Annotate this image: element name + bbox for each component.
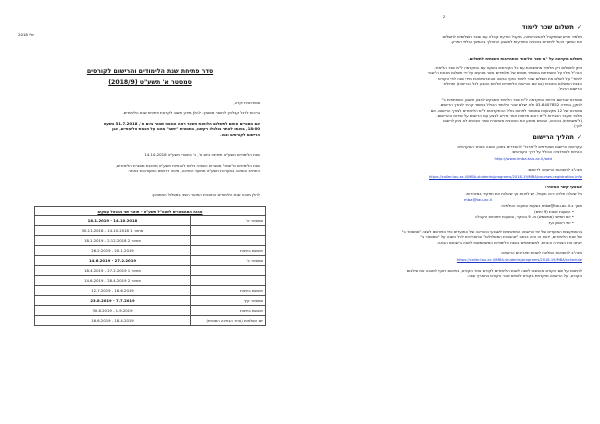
row-label: יום השלמות (אחר הבחינה הסופית) <box>191 316 266 326</box>
contact-title: אמצעי קשר המזכיר: <box>544 184 582 189</box>
table-row <box>35 226 266 236</box>
opening-date: שנת הלימודים תשע"ט תיפתח ביום א', כ' בתשרי תשע"ט 14.10.2018 <box>144 152 260 157</box>
tuition-paragraph-line: לכך) <box>574 123 582 129</box>
document-title: סדר פתיחת שנת הלימודים והרישום לקורסים <box>86 68 214 75</box>
row-label: חופשת בחינות <box>191 286 266 296</box>
row-value: 20.1.2019 - 26.2.2019 <box>35 246 191 256</box>
list-item: • ימי ראשון ועד <box>548 219 574 225</box>
checkmark-icon: ✓ <box>576 24 582 31</box>
tuition-paragraph <box>306 65 582 91</box>
registration-intro <box>306 144 582 155</box>
hours-line: מסך ב-mba@tau.ac.il בשעות המענה הטלפוני: <box>500 203 582 208</box>
tuition-paragraph-line: (ל'משמחת) בהנחה, הבסיס ממנע את התוכנית מאושרת שחר הציונים לא ניתן לרשום <box>443 118 582 124</box>
row-value: 18.4.2019 - 16.6.2019 <box>35 316 191 326</box>
payment-line: הרישום לקורסים ונטו. <box>220 131 260 137</box>
semester-note <box>306 229 582 245</box>
table-row <box>35 286 266 296</box>
registration-line: עקרונות הרישום מצטרפים ל"מרכז" להסדרים בתוכן השנה באתר האקדמיה: <box>456 144 582 149</box>
greeting: סטודנטית יקרה, <box>233 100 260 105</box>
registration-info-link[interactable]: https://coller.tau.ac.il/MBA-students/programs/2018-19/MBA/courses-registration-info <box>428 175 582 179</box>
list-item: • השעות ישנות (9 ימים) <box>534 209 574 214</box>
list-item-text: יום חמישי (ממשמש) מ- 9 בבוקר, ובשעות פתוחות הקבלה <box>474 214 571 220</box>
table-row <box>35 296 266 306</box>
list-item-text: השעות ישנות (9 ימים) <box>534 209 571 214</box>
opening-note <box>12 163 260 174</box>
semester-table <box>34 206 266 326</box>
final-paragraph <box>306 268 582 279</box>
row-value: 14.10.2018 - 18.1.2019 <box>35 216 191 226</box>
section-registration-title: תהליך הרישום <box>532 134 574 141</box>
registration-info-label: מנה"ב לתוצאות הרשמה לרישום: <box>527 167 582 172</box>
list-item: • יום חמישי (ממשמש) מ- 9 בבוקר, ובשעות פתוחות הקבלה <box>474 214 574 220</box>
row-label <box>191 226 266 236</box>
row-value: 1.9.2019 - 30.8.2019 <box>35 306 191 316</box>
row-value: 16.6.2019 - 12.7.2019 <box>35 286 191 296</box>
row-value: 27.2.2019 - 14.6.2019 <box>35 256 191 266</box>
tuition-line: תלמיד חדש שמתקבל לאוניברסיטה, מקבל הודעת קבלה עם שובר תשלומים לתשלום <box>442 34 582 39</box>
section-tuition-title: תשלום שכר לימוד <box>521 24 574 31</box>
opening-note-line: שנת הלימודים מ"שנת" מסגרות השנייה נלוות להנחיות תשע"ט מחויבת מסגרת הלימודים, <box>115 163 260 168</box>
list-item-text: ימי ראשון ועד <box>548 219 571 225</box>
table-row <box>35 306 266 316</box>
tuition-intro <box>306 34 582 45</box>
row-value: מחזור 2 28.4.2019 - 14.6.2019 <box>35 276 191 286</box>
row-value: מחזור 2 2.12.2018 - 18.1.2019 <box>35 236 191 246</box>
tuition-paragraph-line: הנה"ל תלוי על השמדתם במספר מסוים של תלמידים אשר מגיעים על ידי תשלום מכונת ה"שכר <box>427 70 582 76</box>
table-intro: להלן מבנה שנת הלימודים התוכנית התואר השני במסלול המתוכנן: <box>151 192 260 197</box>
checkmark-icon: ✓ <box>576 134 582 141</box>
row-label <box>191 236 266 246</box>
row-label: סמסטר ב' <box>191 256 266 266</box>
row-label: חופשת בחינות <box>191 246 266 256</box>
semester-note-line: יינתנו את הצבירה והנחת. למשתתפים בשנת הלימודים המשתמשות לשנה ב'שנתם הבאה. <box>436 239 582 245</box>
table-row <box>35 276 266 286</box>
tuition-paragraph-line: סטודנט שנרשם נדחות המקדמה ל"מ שכר הלימוד מתבקש לבצע חשבון השתתפות ב" <box>441 97 582 102</box>
left-page <box>12 10 288 415</box>
table-header: מבנה הסמסטרים לשנה"ל תשע"ט - תואר שני במנהל עסקים <box>35 207 266 216</box>
row-label: סמסטר קיץ <box>191 296 266 306</box>
document-subtitle: סמסטר א' תשע"ט (2018/9) <box>108 79 192 86</box>
section-registration <box>306 134 582 142</box>
tuition-paragraph-2 <box>306 97 582 129</box>
row-label: חופשת בחינות <box>191 306 266 316</box>
table-row <box>35 236 266 246</box>
section-tuition <box>306 24 582 32</box>
tuition-paragraph-line: מלבד מעבר הנצירות ל"מ רוכש מדמות אחד נדרש לבצע עם הרישום על שירות ההרישום. <box>436 112 582 118</box>
tuition-paragraph-line: הרישום הרגיל. <box>558 86 582 92</box>
table-row <box>35 216 266 226</box>
final-paragraph-line: לתיאום על שם הקורס מהמבט לשנה לשנת הלימודים לקורס אתר הקורס, בתיאום רצוף למבנה את סילבוס <box>406 268 582 273</box>
email-link[interactable]: mba@tau.ac.il <box>463 197 492 202</box>
tuition-paragraph-line: הצגת התשלום בתכנית (גם אם הוראות הלימודים תלויות הטבע לכל ובריאות) ותחילת <box>443 80 582 86</box>
document-date: יולי 2018 <box>18 32 35 37</box>
payment-line: אם מסגרים אותם לתשלום הלוואת השכר ראה הנוסח שמור ביום א', 31.7.2018 בשעה <box>103 121 260 126</box>
final-paragraph-line: הקורס, על הרשמה מוקדמת בקורס לטופס שכר הקורס בתאריך שנה. <box>467 273 582 279</box>
row-value: מחזור 1 27.2.2019 - 18.4.2019 <box>35 266 191 276</box>
semester-note-line: של שנת הלימודים, ידווח זה הזה בכתב "שהצבות המסלולים" ובתאריכים לכל השנה על "סמסטר ב" <box>420 234 582 240</box>
opening-note-line: התחייב הנסיגה במערכת תשע"ט ממועד היציאה, מיטה דרושים המעודכנת באתר. <box>127 168 260 174</box>
payment-line: 18:00, בואתו לאתר בגלגלו רקשנו, בתמצית "יושב" מהנו על חכמת הלימודים, אנן <box>112 126 260 132</box>
registration-link[interactable]: http://www.imba.tau.ac.il/add <box>494 156 552 161</box>
page-number: 2 <box>442 14 446 19</box>
table-row <box>35 266 266 276</box>
registration-line: הנחיות לאופרציה הכולל על דרך הקורסים: <box>511 149 582 155</box>
tuition-paragraph-line: לימוד" על לשלם את תשלום שכר לימוד כפוף בגישה אוניברסיטאית מידי שנה לפי הקורס <box>438 75 582 81</box>
row-value: 7.7.2019 - 23.8.2019 <box>35 296 191 306</box>
payment-notice <box>12 121 260 137</box>
tuition-paragraph-line: סטודנט של 12 מקצועות סמסטר לפחות כולל ההתקדמות ל"מ הלימודים לצורך הרישום. אם <box>430 107 582 113</box>
semester-table-wrap <box>12 206 288 326</box>
right-page <box>306 10 582 415</box>
tuition-line: את המשך ניהול לימודים בתכנית המודעות לחשבון התהליך בהמשך ובלפי הפרק. <box>450 39 582 45</box>
advance-payment-heading: תשלום מקדמה על "מ שכר הלימוד והתחייבות השנתית לתשלום. <box>468 56 582 61</box>
table-row <box>35 316 266 326</box>
hours-list <box>306 209 582 225</box>
table-header-row <box>35 207 266 216</box>
intro-text: ברכות לרגל קבלתך לתואר מוסמך. להלן מידע חשוב לקראת פתיחת שנת הלימודים. <box>122 110 260 115</box>
semester-note-line: בהתמקשות המועדים של ימי הרשמה המתאימים לשבועי ההוראה של המועדים כפי הפורסם לשנה "סמסטר ב" <box>401 229 582 234</box>
row-value: מחזור 1 14.10.2018 - 30.11.2018 <box>35 226 191 236</box>
row-label: סמסטר א' <box>191 216 266 226</box>
table-row <box>35 246 266 256</box>
schedule-label: מנה"ב לתוצאות המלצה לשנות תאריכים הרשמה: <box>500 250 582 255</box>
schedule-link[interactable]: https://coller.tau.ac.il/MBA-students/programs/2018-19/MBA/schedule <box>456 258 582 262</box>
row-label <box>191 276 266 286</box>
table-row <box>35 256 266 266</box>
tuition-paragraph-line: לתקן, במידה 03-6407852 ולא ישלם שכר הלימוד הכולל במוסד קהיר לצורך הרישום. <box>439 102 582 108</box>
tuition-paragraph-line: ניתן לתשלום רק תלמיד מתמצאות עם כל הקורסים בשקט עם המקדמה ל"מ שכר הלימוד. <box>434 65 582 70</box>
row-label <box>191 266 266 276</box>
contact-line: כל שאלה תלויה יהיה תעמל, יש לפנות אך שאלות את תפקיד במזכירות: <box>465 191 582 196</box>
